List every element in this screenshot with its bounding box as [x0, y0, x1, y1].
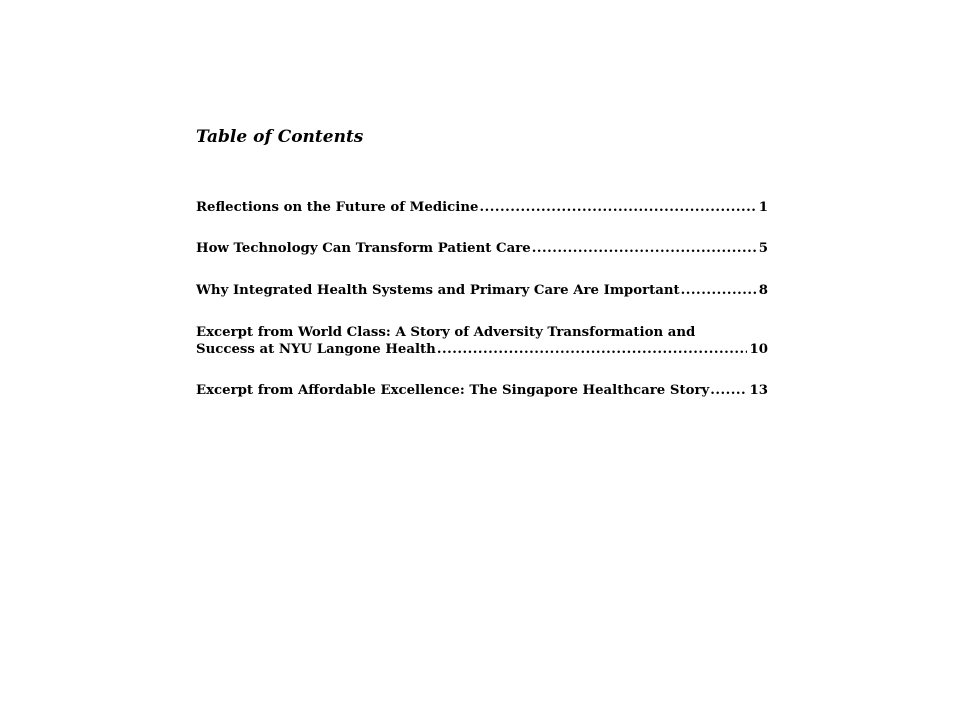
toc-entry-title-line2: Success at NYU Langone Health	[196, 342, 436, 357]
toc-page-number: 5	[758, 241, 768, 256]
toc-entry-title: Reflections on the Future of Medicine	[196, 200, 479, 215]
toc-entry-title: Excerpt from Affordable Excellence: The Singapore Healthcare Story	[196, 383, 710, 398]
toc-entry-title-line1: Excerpt from World Class: A Story of Adversity Transformation and	[196, 325, 696, 340]
toc-entry[interactable]	[196, 199, 768, 216]
toc-entry[interactable]	[196, 282, 768, 299]
toc-entry[interactable]	[196, 382, 768, 399]
toc-title: Table of Contents	[196, 127, 364, 147]
dot-leader	[479, 199, 756, 216]
dot-leader	[532, 240, 757, 257]
dot-leader	[437, 341, 748, 358]
toc-page-number: 8	[758, 283, 768, 298]
toc-entry-title: How Technology Can Transform Patient Care	[196, 241, 531, 256]
toc-entry-title: Why Integrated Health Systems and Primary Care Are Important	[196, 283, 680, 298]
table-of-contents	[196, 125, 768, 398]
dot-leader	[681, 282, 757, 299]
toc-entry[interactable]	[196, 324, 768, 358]
toc-entry[interactable]	[196, 240, 768, 257]
toc-page-number: 10	[749, 342, 768, 357]
dot-leader	[710, 382, 747, 399]
toc-page-number: 1	[758, 200, 768, 215]
toc-page-number: 13	[749, 383, 768, 398]
